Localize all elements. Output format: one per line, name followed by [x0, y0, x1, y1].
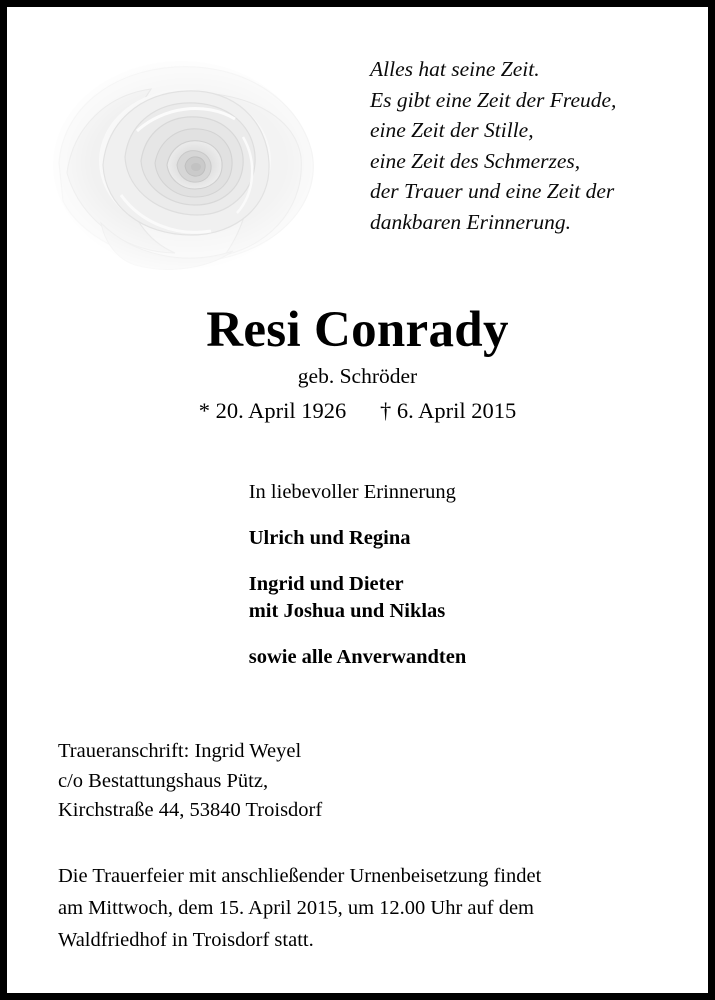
- poem-line: Alles hat seine Zeit.: [370, 57, 540, 81]
- mourner-line: mit Joshua und Niklas: [248, 600, 446, 622]
- service-line: am Mittwoch, dem 15. April 2015, um 12.00 Uhr auf dem: [58, 897, 534, 919]
- mourner-group: [249, 571, 467, 625]
- obituary-notice: [7, 7, 708, 993]
- deceased-name: Resi Conrady: [206, 302, 509, 358]
- mourner-line: Ulrich und Regina: [248, 527, 411, 549]
- mourner-group: [249, 525, 467, 552]
- address-line: Kirchstraße 44, 53840 Troisdorf: [58, 799, 323, 821]
- mourner-line: sowie alle Anverwandten: [248, 646, 467, 668]
- mourner-line: Ingrid und Dieter: [248, 573, 404, 595]
- address-line: Traueranschrift: Ingrid Weyel: [58, 740, 302, 762]
- white-rose-image: [29, 45, 349, 280]
- white-rose-icon: [29, 45, 349, 280]
- mourners-intro: In liebevoller Erinnerung: [248, 481, 456, 503]
- life-dates: * 20. April 1926 † 6. April 2015: [198, 398, 517, 423]
- deceased-identity-block: [7, 302, 708, 426]
- mourner-group: [249, 644, 467, 671]
- mourners-block: [7, 479, 708, 671]
- poem-line: eine Zeit des Schmerzes,: [370, 148, 581, 173]
- address-line: c/o Bestattungshaus Pütz,: [58, 769, 269, 792]
- mourning-address-block: [58, 737, 683, 826]
- service-line: Waldfriedhof in Troisdorf statt.: [58, 929, 314, 951]
- memorial-poem: [370, 54, 690, 238]
- funeral-service-block: [58, 860, 683, 956]
- maiden-name: geb. Schröder: [297, 364, 418, 388]
- poem-line: dankbaren Erinnerung.: [370, 209, 572, 234]
- poem-line: eine Zeit der Stille,: [370, 118, 534, 143]
- poem-line: der Trauer und eine Zeit der: [370, 179, 615, 204]
- service-line: Die Trauerfeier mit anschließender Urnenbeisetzung findet: [58, 865, 542, 887]
- poem-line: Es gibt eine Zeit der Freude,: [370, 87, 617, 112]
- mourners-list: [249, 479, 467, 671]
